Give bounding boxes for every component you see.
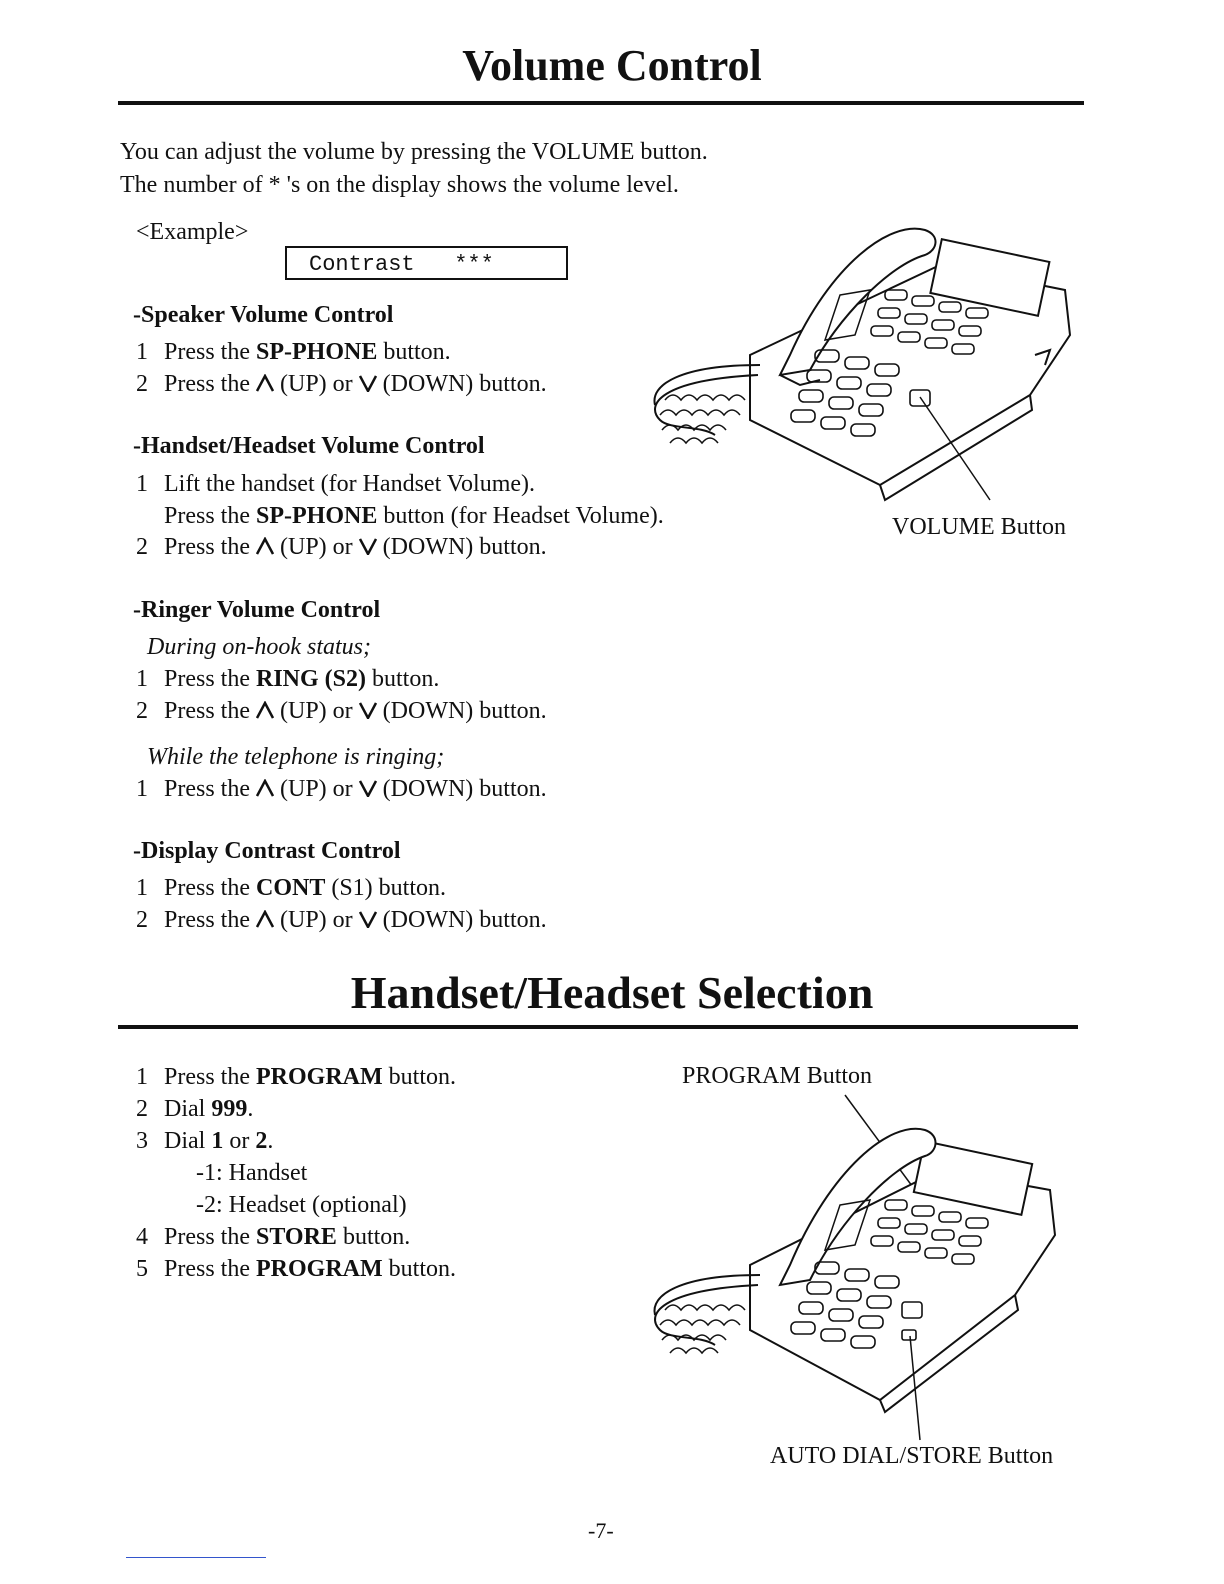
up-arrow-icon	[256, 701, 274, 719]
intro-line-2: The number of * 's on the display shows the volume level.	[120, 172, 679, 198]
display-example	[285, 246, 568, 280]
up-arrow-icon	[256, 537, 274, 555]
down-arrow-icon	[359, 374, 377, 392]
up-arrow-icon	[256, 910, 274, 928]
page-number: -7-	[588, 1518, 614, 1543]
contrast-heading: -Display Contrast Control	[133, 838, 401, 864]
ringer-step-ringing: 1 Press the (UP) or (DOWN) button.	[136, 776, 547, 802]
contrast-step-1: 1 Press the CONT (S1) button.	[136, 875, 447, 901]
auto-dial-store-label: AUTO DIAL/STORE Button	[770, 1443, 1054, 1469]
example-label: <Example>	[136, 219, 249, 245]
intro-line-1: You can adjust the volume by pressing the VOLUME button.	[120, 139, 708, 165]
down-arrow-icon	[359, 537, 377, 555]
ringer-step-2: 2 Press the (UP) or (DOWN) button.	[136, 698, 547, 724]
selection-step: 1 Press the PROGRAM button.	[136, 1064, 456, 1090]
display-text: Contrast ***	[309, 252, 494, 277]
title-rule	[118, 101, 1084, 105]
selection-step: 3 Dial 1 or 2.	[136, 1128, 274, 1154]
up-arrow-icon	[256, 374, 274, 392]
ringer-step-1: 1 Press the RING (S2) button.	[136, 666, 440, 692]
speaker-step-1: 1 Press the SP-PHONE button.	[136, 339, 451, 365]
down-arrow-icon	[359, 910, 377, 928]
handset-volume-heading: -Handset/Headset Volume Control	[133, 433, 485, 459]
contrast-step-2: 2 Press the (UP) or (DOWN) button.	[136, 907, 547, 933]
down-arrow-icon	[359, 779, 377, 797]
volume-button-label: VOLUME Button	[892, 514, 1066, 540]
selection-step: 2 Dial 999.	[136, 1096, 254, 1122]
handset-step-2: 2 Press the (UP) or (DOWN) button.	[136, 534, 547, 560]
selection-option: -1: Handset	[196, 1160, 308, 1186]
section-title-handset-headset: Handset/Headset Selection	[350, 967, 874, 1018]
telephone-illustration-selection	[640, 1090, 1080, 1450]
footer-rule	[126, 1557, 266, 1558]
speaker-step-2: 2 Press the (UP) or (DOWN) button.	[136, 371, 547, 397]
selection-steps	[136, 1063, 456, 1287]
up-arrow-icon	[256, 779, 274, 797]
handset-step-1: 1 Lift the handset (for Handset Volume).	[136, 471, 536, 497]
ringer-volume-heading: -Ringer Volume Control	[133, 597, 381, 623]
down-arrow-icon	[359, 701, 377, 719]
section-title-volume-control: Volume Control	[462, 41, 762, 90]
ringer-condition-on-hook: During on-hook status;	[147, 634, 371, 660]
speaker-volume-heading: -Speaker Volume Control	[133, 302, 394, 328]
ringer-condition-ringing: While the telephone is ringing;	[147, 744, 445, 770]
selection-step: 5 Press the PROGRAM button.	[136, 1256, 456, 1282]
title-rule-2	[118, 1025, 1078, 1029]
selection-option: -2: Headset (optional)	[196, 1192, 407, 1218]
program-button-label: PROGRAM Button	[682, 1063, 873, 1089]
telephone-illustration-volume	[640, 205, 1080, 535]
selection-step: 4 Press the STORE button.	[136, 1224, 411, 1250]
handset-step-1b: Press the SP-PHONE button (for Headset Volume).	[164, 503, 664, 529]
